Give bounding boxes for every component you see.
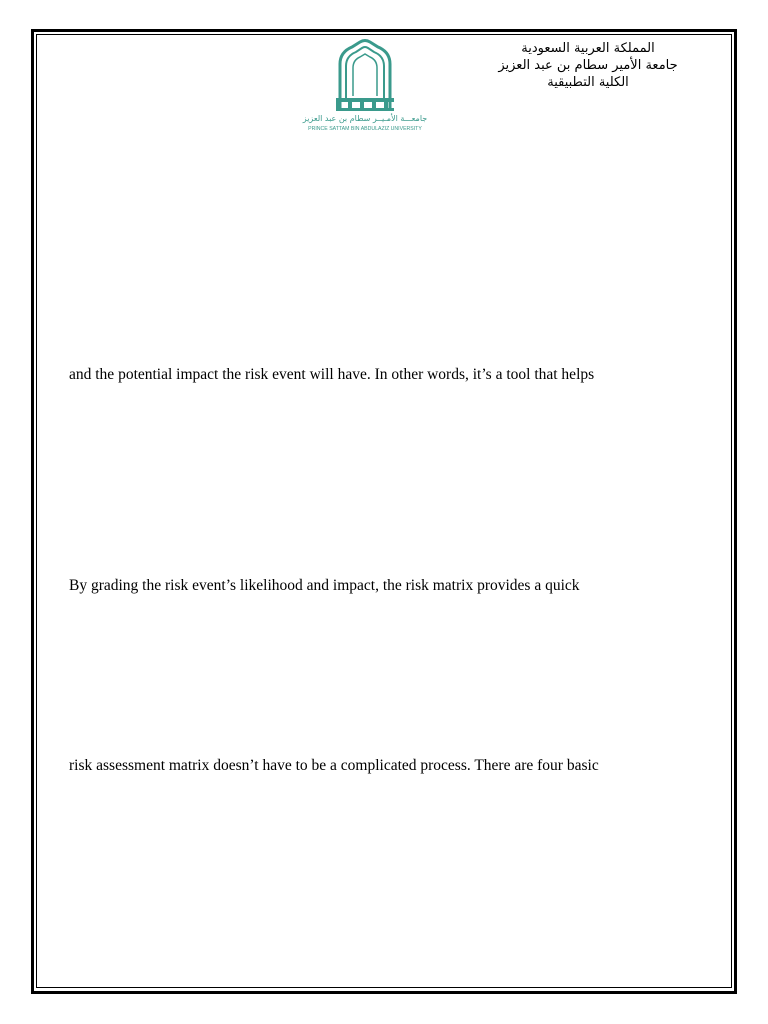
logo-english-name: PRINCE SATTAM BIN ABDULAZIZ UNIVERSITY [308, 126, 422, 132]
header-line-country: المملكة العربية السعودية [521, 41, 655, 56]
body-text-line: By grading the risk event’s likelihood and impact, the risk matrix provides a quick [69, 577, 580, 594]
university-logo-icon [298, 38, 432, 134]
body-text-line: and the potential impact the risk event will have. In other words, it’s a tool that helps [69, 366, 595, 383]
header-line-university: جامعة الأمير سطام بن عبد العزيز [498, 58, 678, 73]
university-logo [298, 38, 432, 134]
institution-header [470, 40, 706, 91]
header-line-college: الكلية التطبيقية [547, 75, 629, 90]
logo-arabic-name: جامعـــة الأمـيــر سطام بن عبد العزيز [302, 114, 428, 123]
page-border-inner [36, 34, 732, 988]
body-text-line: risk assessment matrix doesn’t have to be a complicated process. There are four basic [69, 757, 599, 774]
